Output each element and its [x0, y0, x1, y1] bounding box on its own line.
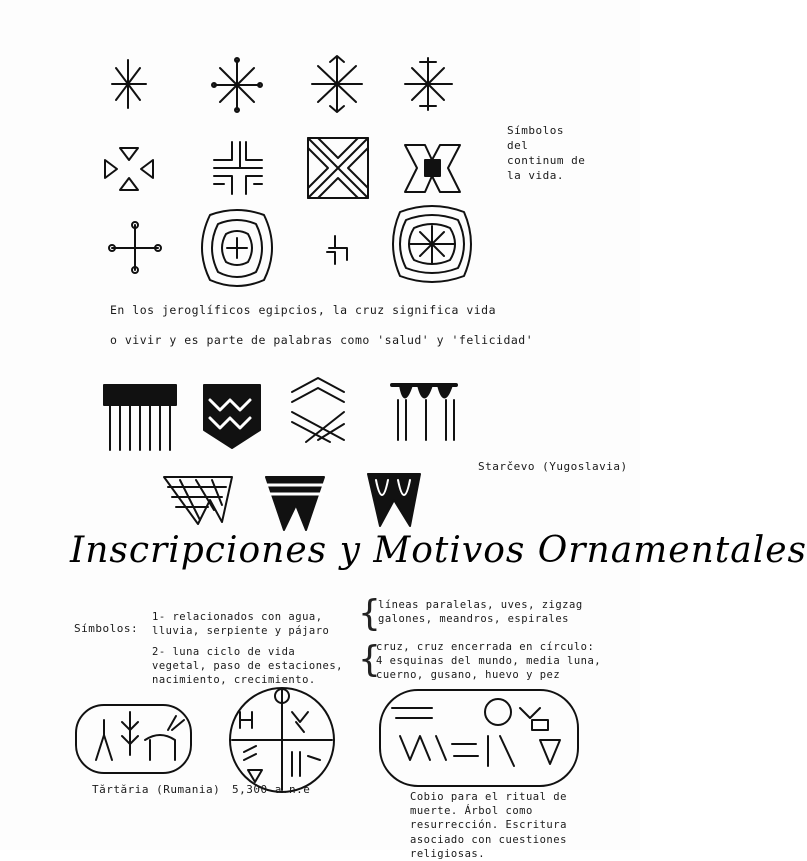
symbol-chevron-lines: [292, 378, 344, 442]
tablet-ritual: [380, 690, 578, 786]
symbols-right-2: cruz, cruz encerrada en círculo: 4 esquinas del mundo, media luna, cuerno, gusano, huevo y pez: [376, 641, 602, 682]
symbol-stripe-triangles: [266, 477, 324, 530]
symbol-lobed-cross: [393, 206, 471, 282]
symbol-triangles: [105, 148, 153, 190]
symbols-right-1: líneas paralelas, uves, zigzag galones, meandros, espirales: [378, 599, 583, 626]
symbol-x-diamond: [405, 145, 460, 192]
symbol-corner-cross: [214, 142, 262, 194]
symbol-arch-stripes: [392, 385, 456, 440]
symbol-chevron-square: [308, 138, 368, 198]
symbol-star-4: [405, 58, 452, 110]
symbol-zigzag-shield: [204, 385, 260, 448]
symbol-star-3: [312, 56, 362, 112]
caption-ritual: Cobio para el ritual de muerte. Árbol como resurrección. Escritura asociado con cuestiones religiosas.: [410, 791, 567, 860]
symbol-star-1: [112, 60, 146, 108]
symbol-swastika: [327, 236, 347, 264]
tablet-round: [230, 688, 334, 792]
symbols-item-2: 2- luna ciclo de vida vegetal, paso de estaciones, nacimiento, crecimiento.: [152, 646, 344, 687]
symbol-dot-cross: [109, 222, 161, 273]
symbol-quatrefoil: [202, 210, 272, 286]
brace-1: {: [358, 593, 381, 634]
brace-2: {: [358, 639, 381, 680]
symbol-fringe: [104, 385, 176, 450]
page-title: Inscripciones y Motivos Ornamentales: [70, 530, 807, 571]
caption-date: 5,300 a.n.e: [232, 783, 311, 796]
symbol-arch-triangles: [368, 474, 420, 526]
egypt-line-1: En los jeroglíficos egipcios, la cruz significa vida: [110, 303, 497, 317]
symbols-item-1: 1- relacionados con agua, lluvia, serpiente y pájaro: [152, 611, 330, 638]
caption-starcevo: Starčevo (Yugoslavia): [478, 460, 628, 473]
egypt-line-2: o vivir y es parte de palabras como 'salud' y 'felicidad': [110, 333, 534, 347]
caption-continuum: Símbolos del continum de la vida.: [507, 124, 586, 182]
symbol-hatched-triangles: [164, 477, 232, 524]
symbols-label: Símbolos:: [74, 622, 139, 635]
symbol-star-2: [212, 58, 262, 112]
caption-tartaria: Tărtăria (Rumania): [92, 783, 221, 796]
tablet-animals: [76, 705, 191, 773]
